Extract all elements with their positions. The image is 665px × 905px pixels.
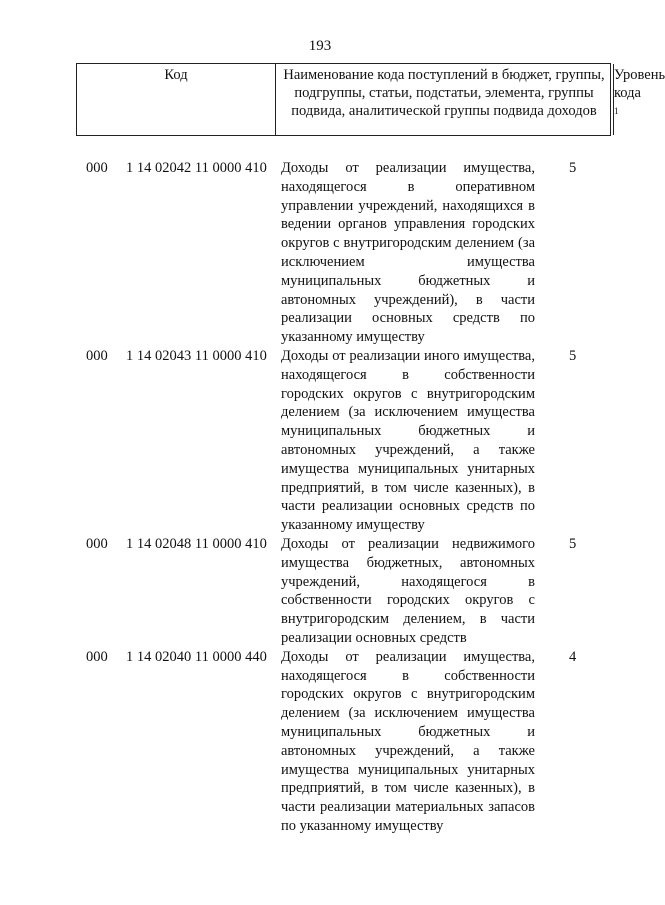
header-level-label: Уровень кода <box>614 67 665 101</box>
code-level: 4 <box>569 648 577 665</box>
admin-code: 000 <box>86 347 108 364</box>
table-row <box>76 347 611 535</box>
header-code: Код <box>77 64 276 135</box>
admin-code: 000 <box>86 160 108 176</box>
table-body <box>76 159 611 836</box>
revenue-code: 1 14 02042 11 0000 410 <box>126 160 267 176</box>
admin-code: 000 <box>86 648 108 665</box>
admin-code: 000 <box>86 535 108 552</box>
table-row <box>76 159 611 347</box>
page-number: 193 <box>308 38 332 54</box>
code-level: 5 <box>569 160 577 176</box>
revenue-code: 1 14 02040 11 0000 440 <box>126 648 267 665</box>
table-header <box>76 63 665 136</box>
revenue-code: 1 14 02043 11 0000 410 <box>126 347 267 364</box>
revenue-name: Доходы от реализации недвижимого имущества бюджетных, автономных учреждений, находящегося в собственности городских округов с внутригородским делением, в части реализации основных средств <box>281 535 535 646</box>
revenue-name: Доходы от реализации имущества, находящегося в оперативном управлении учреждений, находящихся в ведении органов управления городских округов с внутригородским делением (за исключением имущества муниципальных бюджетных и автономных учреждений), в части реализации основных средств по указанному имуществу <box>281 160 535 346</box>
revenue-name: Доходы от реализации иного имущества, находящегося в собственности городских округов с внутригородским делением (за исключением имущества муниципальных бюджетных и автономных учреждений, а также имущества муниципальных унитарных предприятий, в том числе казенных), в части реализации основных средств по указанному имуществу <box>281 347 535 534</box>
revenue-codes-table <box>76 63 665 834</box>
header-name: Наименование кода поступлений в бюджет, группы, подгруппы, статьи, подстатьи, элемента, группы подвида, аналитической группы подвида доходов <box>275 64 614 135</box>
code-level: 5 <box>569 347 577 364</box>
code-level: 5 <box>569 535 577 552</box>
revenue-name: Доходы от реализации имущества, находящегося в собственности городских округов с внутригородским делением (за исключением имущества муниципальных бюджетных и автономных учреждений, а также имущества муниципальных унитарных предприятий, в том числе казенных), в части реализации материальных запасов по указанному имуществу <box>281 648 535 834</box>
revenue-code: 1 14 02048 11 0000 410 <box>126 535 267 552</box>
table-row <box>76 648 611 836</box>
header-level-footnote: 1 <box>614 106 619 116</box>
table-row <box>76 535 611 648</box>
